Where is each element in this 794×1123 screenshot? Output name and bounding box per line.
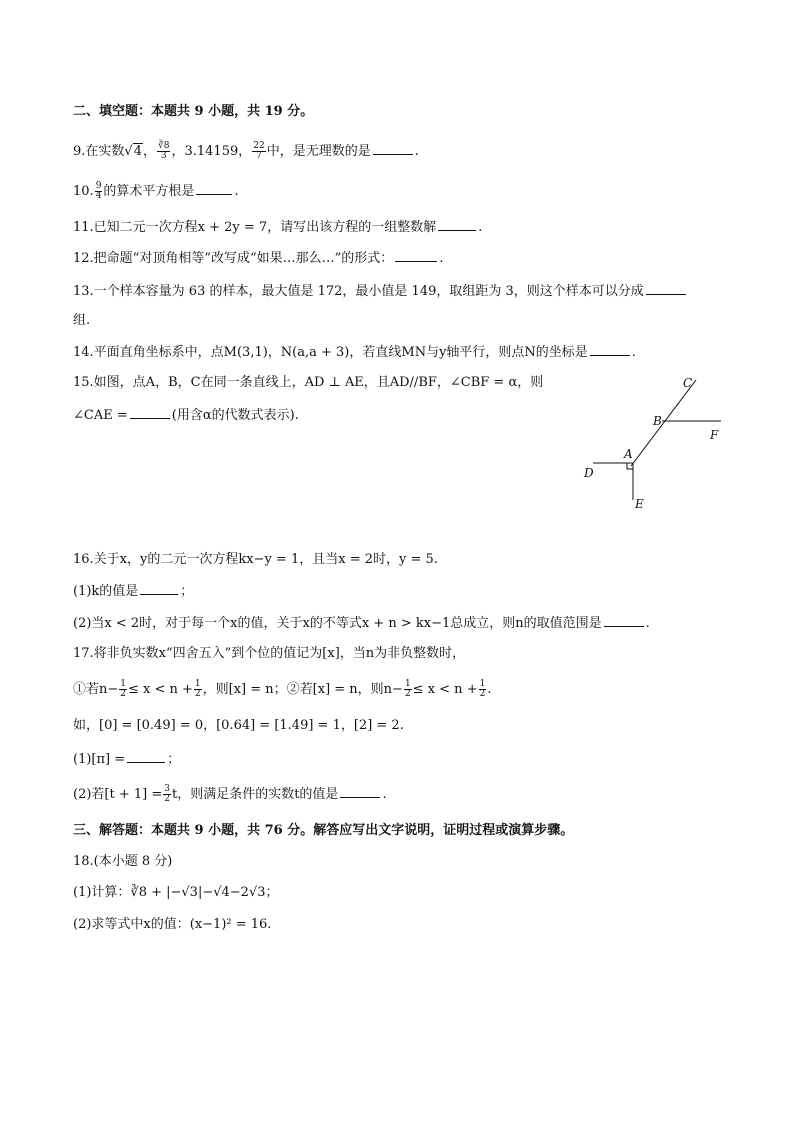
- q10-suffix: 的算术平方根是: [103, 184, 195, 199]
- label-d: D: [584, 466, 594, 480]
- q10-frac: $\frac{9}{4}$: [95, 181, 102, 201]
- half-frac: $\frac{1}{2}$: [120, 679, 126, 699]
- q17-rule-c: ，则[x] = n；②若[x] = n，则n−: [202, 682, 403, 697]
- label-f: F: [710, 428, 719, 442]
- q17-rule-end: .: [487, 682, 492, 697]
- answer-blank[interactable]: [130, 406, 170, 419]
- q17-p2-end: .: [382, 787, 387, 802]
- q9-sqrt-value: 4: [133, 144, 142, 159]
- q16-p1: (1)k的值是: [73, 584, 139, 599]
- label-a: A: [624, 447, 633, 461]
- answer-blank[interactable]: [196, 182, 232, 195]
- q11-text: 11.已知二元一次方程x + 2y = 7，请写出该方程的一组整数解: [73, 220, 437, 235]
- q17-p1: (1)[π] =: [73, 752, 126, 767]
- question-13-cont: 组.: [73, 313, 91, 328]
- question-18-title: 18.(本小题 8 分): [73, 854, 173, 869]
- question-14: [73, 343, 636, 362]
- answer-blank[interactable]: [438, 218, 476, 231]
- question-17-part1: [73, 750, 180, 769]
- half-frac: $\frac{1}{2}$: [479, 679, 486, 699]
- q16-p2: (2)当x < 2时，对于每一个x的值，关于x的不等式x + n > kx−1总成立，则n的取值范围是: [73, 616, 602, 631]
- answer-blank[interactable]: [590, 343, 630, 356]
- answer-blank[interactable]: [127, 750, 165, 763]
- q14-end: .: [631, 345, 636, 360]
- label-e: E: [635, 497, 644, 511]
- label-c: C: [683, 376, 693, 390]
- q14-text: 14.平面直角坐标系中，点M(3,1)，N(a,a + 3)，若直线MN与y轴平行，则点N的坐标是: [73, 345, 588, 360]
- question-17-example: 如，[0] = [0.49] = 0，[0.64] = [1.49] = 1，[2] = 2.: [73, 718, 404, 733]
- geometry-figure: [575, 370, 735, 520]
- question-16-stem: 16.关于x，y的二元一次方程kx−y = 1，且当x = 2时，y = 5.: [73, 552, 438, 567]
- question-15-line2: [73, 406, 299, 425]
- q10-end: .: [234, 184, 239, 199]
- q9-sep1: ，: [142, 144, 156, 159]
- q17-p1-end: ；: [167, 752, 181, 767]
- answer-blank[interactable]: [604, 614, 644, 627]
- q17-rule-a: ①若n−: [73, 682, 119, 697]
- answer-blank[interactable]: [646, 282, 686, 295]
- q9-end: .: [414, 144, 419, 159]
- question-17-part2: [73, 785, 387, 804]
- sqrt-symbol: √: [124, 144, 133, 159]
- q10-prefix: 10.: [73, 184, 94, 199]
- question-18-part2: (2)求等式中x的值：(x−1)² = 16.: [73, 917, 272, 932]
- q9-frac-c: $\frac{22}{7}$: [253, 141, 265, 161]
- question-17-stem: 17.将非负实数x“四舍五入”到个位的值记为[x]，当n为非负整数时，: [73, 646, 466, 661]
- q12-end: .: [439, 251, 444, 266]
- label-b: B: [653, 414, 662, 428]
- question-12: [73, 249, 443, 268]
- half-frac: $\frac{1}{2}$: [194, 679, 201, 699]
- question-17-rules: [73, 680, 491, 699]
- answer-blank[interactable]: [373, 142, 413, 155]
- question-16-part2: [73, 614, 650, 633]
- section3-header: 三、解答题：本题共 9 小题，共 76 分。解答应写出文字说明，证明过程或演算步骤。: [73, 823, 574, 838]
- answer-blank[interactable]: [395, 249, 437, 262]
- q9-sep2: ，3.14159，: [171, 144, 252, 159]
- question-16-part1: [73, 582, 193, 601]
- q13-text: 13.一个样本容量为 63 的样本，最大值是 172，最小值是 149，取组距为 3，则这个样本可以分成: [73, 284, 644, 299]
- q11-end: .: [478, 220, 483, 235]
- question-11: [73, 218, 482, 237]
- question-15-line1: 15.如图，点A，B，C在同一条直线上，AD ⊥ AE，且AD//BF，∠CBF = α，则: [73, 375, 544, 390]
- q12-text: 12.把命题“对顶角相等”改写成“如果…那么…”的形式：: [73, 251, 394, 266]
- question-13: [73, 282, 688, 301]
- question-18-part1: (1)计算：∛8 + |−√3|−√4−2√3；: [73, 885, 279, 900]
- half-frac: $\frac{1}{2}$: [404, 679, 411, 699]
- q15-prefix: ∠CAE =: [73, 408, 128, 423]
- q16-p2-end: .: [645, 616, 650, 631]
- section2-header: 二、填空题：本题共 9 小题，共 19 分。: [73, 104, 314, 119]
- q15-suffix: (用含α的代数式表示).: [171, 408, 299, 423]
- answer-blank[interactable]: [140, 582, 178, 595]
- q16-p1-end: ；: [180, 584, 194, 599]
- q17-p2-a: (2)若[t + 1] =: [73, 787, 163, 802]
- question-10: [73, 182, 239, 201]
- answer-blank[interactable]: [340, 785, 380, 798]
- q17-rule-d: ≤ x < n +: [412, 682, 478, 697]
- q9-frac-b: $\frac{∛8}{3}$: [158, 141, 170, 161]
- question-9: [73, 142, 419, 161]
- q9-suffix: 中，是无理数的是: [266, 144, 371, 159]
- q17-p2-b: t，则满足条件的实数t的值是: [171, 787, 339, 802]
- three-halves-frac: $\frac{3}{2}$: [164, 784, 170, 804]
- line-ac: [631, 380, 696, 466]
- q9-prefix: 9.在实数: [73, 144, 125, 159]
- q17-rule-b: ≤ x < n +: [128, 682, 193, 697]
